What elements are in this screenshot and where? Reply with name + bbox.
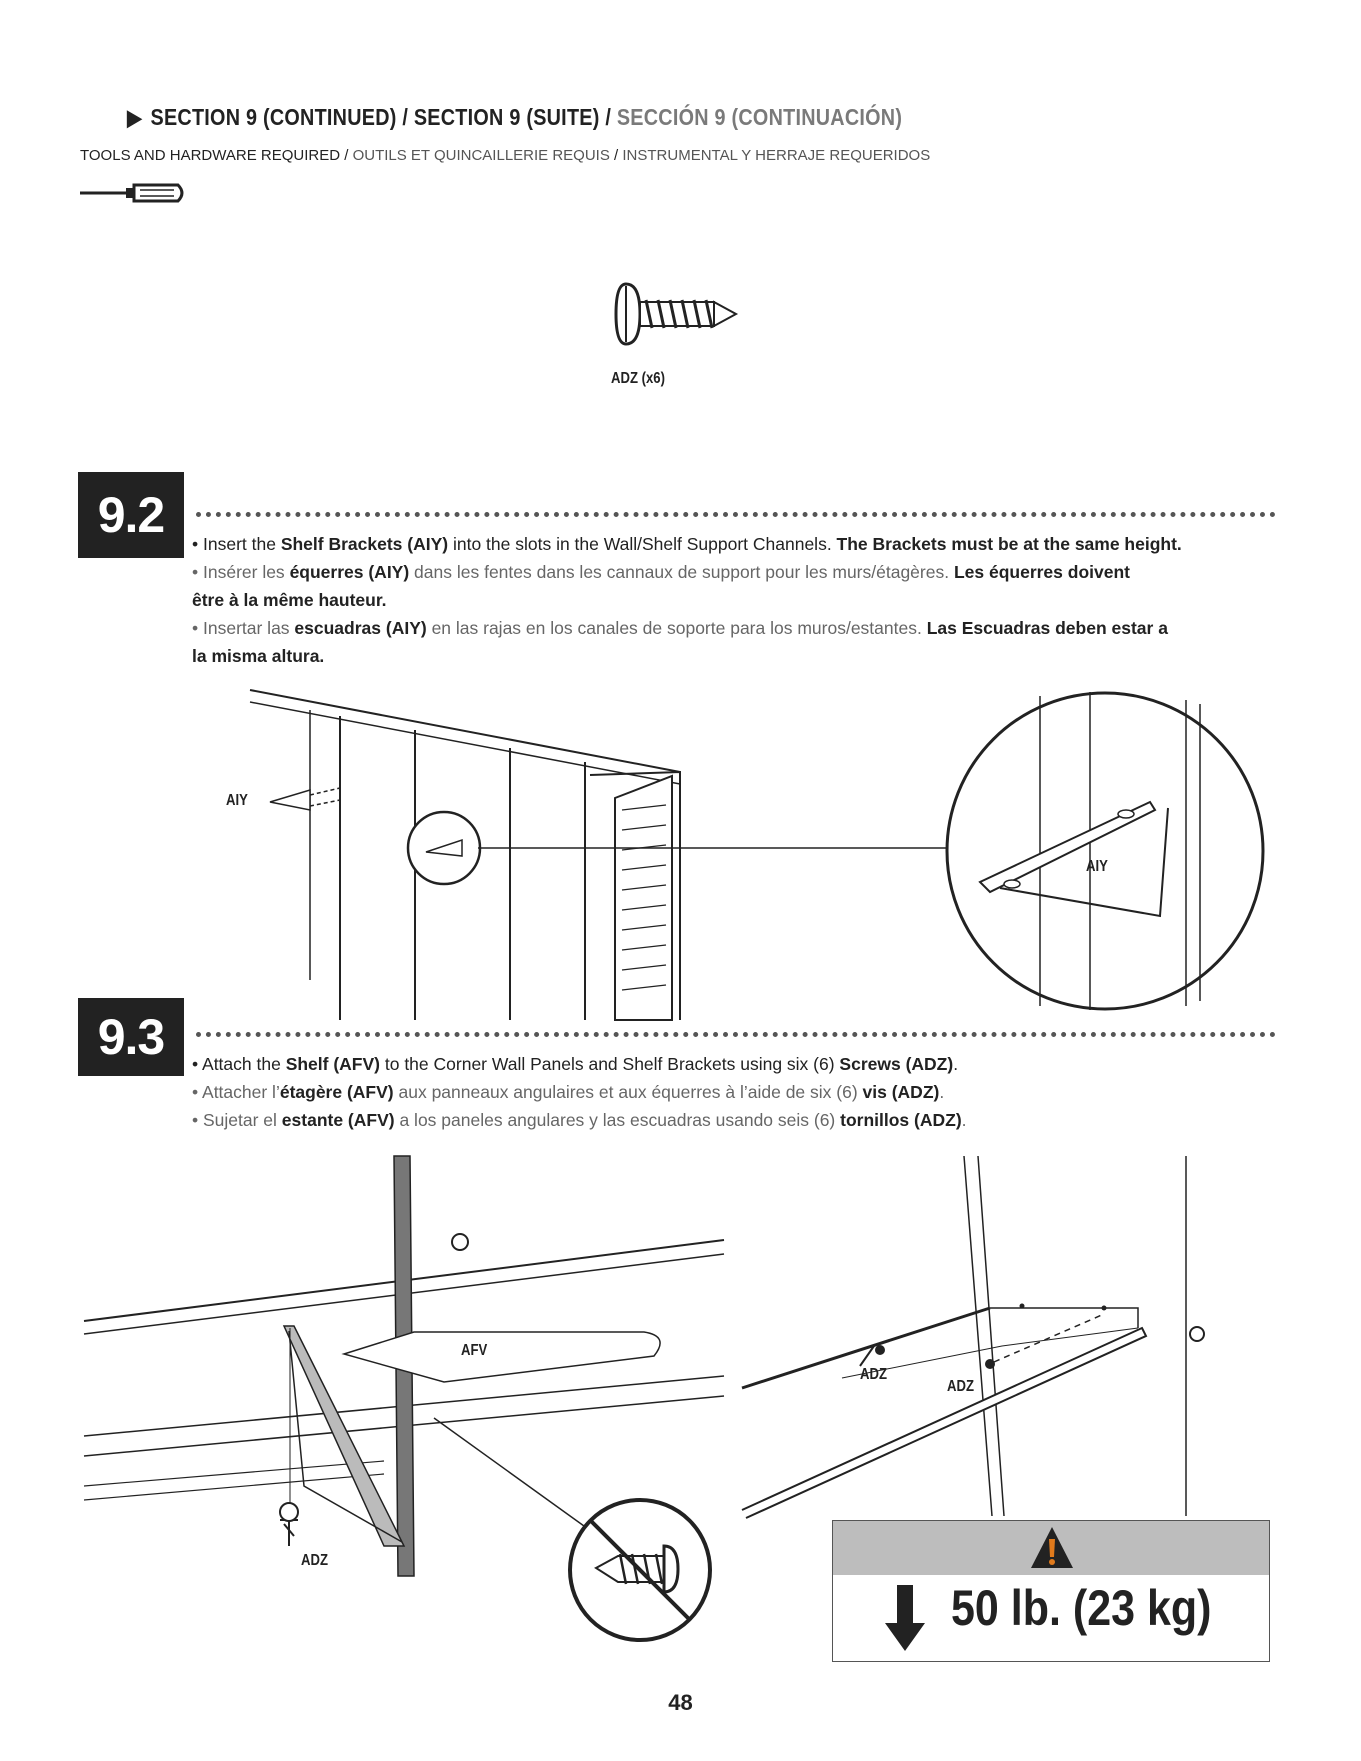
label-adz-right-2: ADZ <box>947 1378 974 1395</box>
step-number-9-3: 9.3 <box>78 998 184 1076</box>
page-number: 48 <box>668 1690 693 1715</box>
bracket-detail-zoom <box>940 686 1270 1016</box>
instruction-es-cont: la misma altura. <box>192 646 325 666</box>
screwdriver-icon <box>78 180 188 206</box>
down-arrow-icon <box>885 1585 925 1651</box>
label-afv: AFV <box>461 1342 488 1359</box>
step-9-3-instructions <box>192 1050 967 1134</box>
instruction-es: • Sujetar el estante (AFV) a los paneles angulares y las escuadras usando seis (6) tornillos (ADZ). <box>192 1110 967 1130</box>
dotted-divider <box>196 512 1276 517</box>
tools-required-line: TOOLS AND HARDWARE REQUIRED / OUTILS ET QUINCAILLERIE REQUIS / INSTRUMENTAL Y HERRAJE REQUERIDOS <box>80 147 931 164</box>
weight-warning-box <box>832 1520 1270 1662</box>
instruction-fr-cont: être à la même hauteur. <box>192 590 387 610</box>
step-9-2-instructions <box>192 530 1182 670</box>
instruction-fr: • Attacher l’étagère (AFV) aux panneaux angulaires et aux équerres à l’aide de six (6) vis (ADZ). <box>192 1082 945 1102</box>
screw-icon <box>612 278 742 350</box>
instruction-es: • Insertar las escuadras (AIY) en las rajas en los canales de soporte para los muros/estantes. Las Escuadras deben estar a <box>192 618 1168 638</box>
instruction-en: • Insert the Shelf Brackets (AIY) into the slots in the Wall/Shelf Support Channels. The Brackets must be at the same height. <box>192 534 1182 554</box>
installed-shelf-illustration <box>742 1156 1202 1516</box>
instruction-fr: • Insérer les équerres (AIY) dans les fentes dans les cannaux de support pour les murs/étagères. Les équerres doivent <box>192 562 1130 582</box>
dotted-divider <box>196 1032 1276 1037</box>
play-triangle-icon: ▶ <box>127 105 142 130</box>
weight-limit: 50 lb. (23 kg) <box>951 1580 1212 1636</box>
wall-panel-illustration <box>240 680 700 1020</box>
label-adz-right-1: ADZ <box>860 1366 887 1383</box>
step-number-9-2: 9.2 <box>78 472 184 558</box>
label-adz-left: ADZ <box>301 1552 328 1569</box>
label-aiy-zoom: AIY <box>1086 858 1108 875</box>
warning-triangle-icon <box>1029 1525 1075 1571</box>
hardware-label: ADZ (x6) <box>611 370 665 387</box>
label-aiy-left: AIY <box>226 792 248 809</box>
prohibited-screw-icon <box>560 1490 720 1650</box>
section-title: ▶ SECTION 9 (CONTINUED) / SECTION 9 (SUITE) / SECCIÓN 9 (CONTINUACIÓN) <box>127 104 903 130</box>
instruction-en: • Attach the Shelf (AFV) to the Corner Wall Panels and Shelf Brackets using six (6) Screws (ADZ). <box>192 1054 959 1074</box>
